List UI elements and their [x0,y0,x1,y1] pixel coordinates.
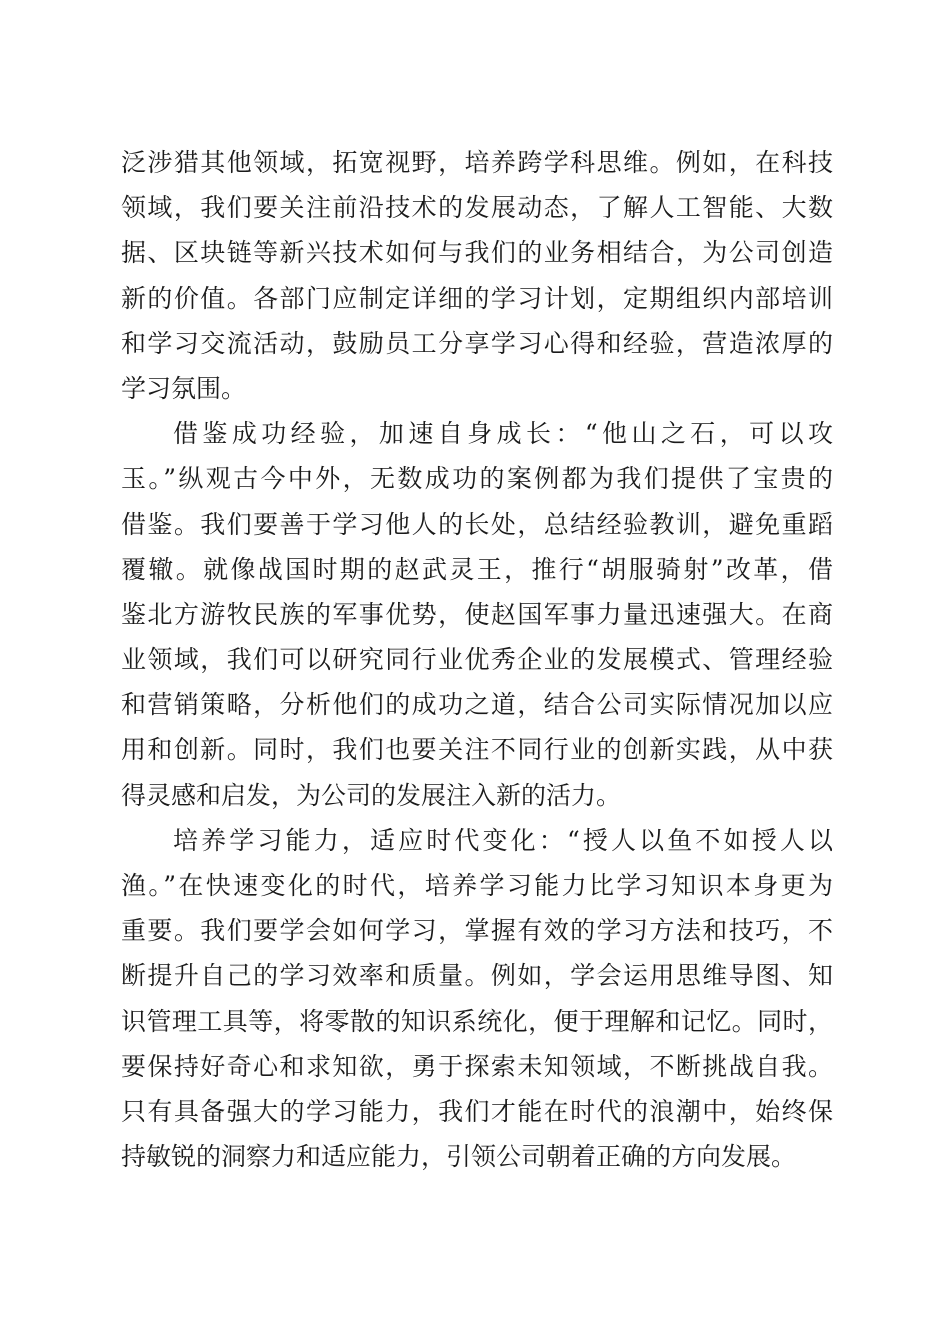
paragraph-2 [121,411,833,818]
text-line: 要保持好奇心和求知欲，勇于探索未知领域，不断挑战自我。 [121,1051,833,1081]
text-line: 玉。”纵观古今中外，无数成功的案例都为我们提供了宝贵的 [121,464,833,494]
text-line: 新的价值。各部门应制定详细的学习计划，定期组织内部培训 [121,283,833,313]
text-line: 识管理工具等，将零散的知识系统化，便于理解和记忆。同时， [121,1006,833,1036]
document-body [121,140,833,1179]
text-line: 覆辙。就像战国时期的赵武灵王，推行“胡服骑射”改革，借 [121,554,833,584]
text-line: 借鉴。我们要善于学习他人的长处，总结经验教训，避免重蹈 [121,509,833,539]
text-line: 和营销策略，分析他们的成功之道，结合公司实际情况加以应 [121,690,833,720]
paragraph-3 [121,818,833,1180]
text-line: 培养学习能力，适应时代变化：“授人以鱼不如授人以 [173,825,833,855]
text-line: 只有具备强大的学习能力，我们才能在时代的浪潮中，始终保 [121,1096,833,1126]
text-line: 业领域，我们可以研究同行业优秀企业的发展模式、管理经验 [121,645,833,675]
text-line: 学习氛围。 [121,373,247,403]
text-line: 重要。我们要学会如何学习，掌握有效的学习方法和技巧，不 [121,916,833,946]
text-line: 借鉴成功经验，加速自身成长：“他山之石，可以攻 [173,419,833,449]
text-line: 泛涉猎其他领域，拓宽视野，培养跨学科思维。例如，在科技 [121,148,833,177]
text-line: 用和创新。同时，我们也要关注不同行业的创新实践，从中获 [121,735,833,765]
text-line: 和学习交流活动，鼓励员工分享学习心得和经验，营造浓厚的 [121,328,833,358]
text-line: 据、区块链等新兴技术如何与我们的业务相结合，为公司创造 [121,238,833,268]
text-line: 渔。”在快速变化的时代，培养学习能力比学习知识本身更为 [121,871,833,900]
text-line: 领域，我们要关注前沿技术的发展动态，了解人工智能、大数 [121,193,833,223]
paragraph-1 [121,140,833,411]
text-line: 得灵感和启发，为公司的发展注入新的活力。 [121,780,622,810]
text-line: 断提升自己的学习效率和质量。例如，学会运用思维导图、知 [121,961,833,991]
text-line: 鉴北方游牧民族的军事优势，使赵国军事力量迅速强大。在商 [121,599,833,629]
text-line: 持敏锐的洞察力和适应能力，引领公司朝着正确的方向发展。 [121,1142,797,1172]
